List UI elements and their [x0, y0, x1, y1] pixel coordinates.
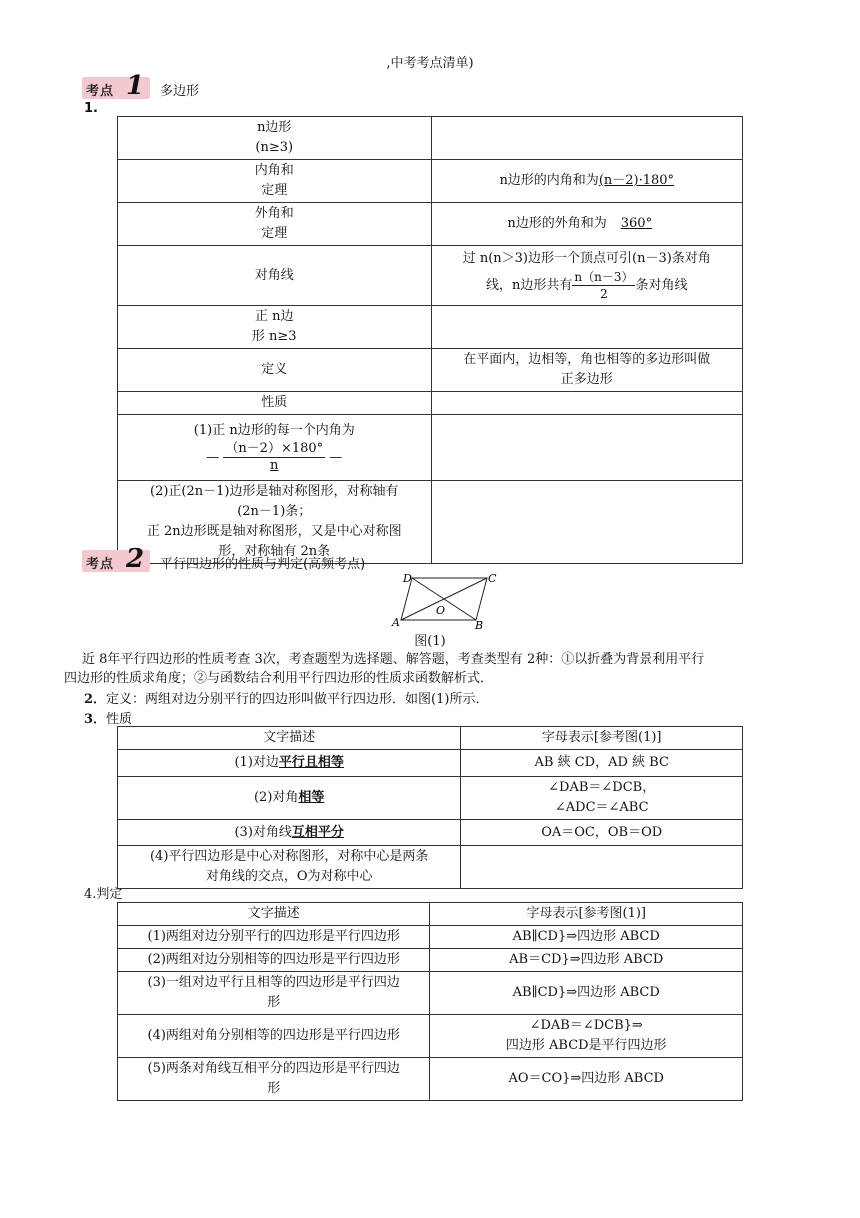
property-table	[117, 726, 743, 889]
section-title-parallelogram: 平行四边形的性质与判定(高频考点)	[160, 557, 366, 572]
item-number: 1.	[84, 101, 98, 116]
table-row	[118, 203, 743, 246]
answer-fill: (n－2)·180°	[598, 173, 675, 188]
table-cell	[431, 392, 743, 415]
table-cell: (1)对边平行且相等	[118, 750, 461, 777]
table-row	[118, 392, 743, 415]
table-cell: OA＝OC，OB＝OD	[461, 820, 743, 846]
badge-label: 考点	[86, 84, 115, 99]
table-row	[118, 750, 743, 777]
table-cell: (2)两组对边分别相等的四边形是平行四边形	[118, 949, 430, 972]
table-cell: 内角和 定理	[118, 160, 432, 203]
table-cell	[431, 481, 743, 564]
table-cell: 正 n边 形 n≥3	[118, 306, 432, 349]
table-cell: 外角和 定理	[118, 203, 432, 246]
vertex-label-b: B	[475, 619, 484, 632]
column-header: 字母表示[参考图(1)]	[461, 727, 743, 750]
polygon-table	[117, 116, 743, 564]
table-row	[118, 926, 743, 949]
badge-label: 考点	[86, 557, 115, 572]
fraction: $\frac{(n-2)\times 180^\circ}{n}$	[225, 441, 324, 473]
badge-number: 1	[126, 71, 145, 101]
table-row	[118, 481, 743, 564]
table-cell: (2)对角相等	[118, 777, 461, 820]
table-cell: (3)一组对边平行且相等的四边形是平行四边 形	[118, 972, 430, 1015]
table-row	[118, 949, 743, 972]
column-header: 文字描述	[118, 727, 461, 750]
table-row	[118, 349, 743, 392]
table-cell: AB 綊 CD，AD 綊 BC	[461, 750, 743, 777]
table-cell	[431, 117, 743, 160]
table-header-row	[118, 727, 743, 750]
table-cell: 在平面内，边相等，角也相等的多边形叫做 正多边形	[431, 349, 743, 392]
table-cell: n边形的内角和为(n－2)·180°	[431, 160, 743, 203]
table-cell: (4)平行四边形是中心对称图形，对称中心是两条 对角线的交点，O为对称中心	[118, 846, 461, 889]
table-cell: (1)正 n边形的每一个内角为 — $\frac{(n-2)\times 180^\circ}{n}$ —	[118, 415, 432, 481]
table-row	[118, 306, 743, 349]
intro-line-2: 四边形的性质求角度；②与函数结合利用平行四边形的性质求函数解析式．	[64, 671, 494, 686]
table-cell: AB＝CD}⇒四边形 ABCD	[430, 949, 743, 972]
table-row	[118, 246, 743, 306]
table-header-row	[118, 903, 743, 926]
table-row	[118, 777, 743, 820]
parallelogram-figure	[390, 570, 500, 632]
table-row	[118, 415, 743, 481]
table-cell: 性质	[118, 392, 432, 415]
intro-line-1: 近 8年平行四边形的性质考查 3次，考查题型为选择题、解答题，考查类型有 2种：①以折叠为背景利用平行	[82, 652, 705, 667]
table-cell: (5)两条对角线互相平分的四边形是平行四边 形	[118, 1058, 430, 1101]
table-cell: ∠DAB＝∠DCB}⇒ 四边形 ABCD是平行四边形	[430, 1015, 743, 1058]
judgement-table	[117, 902, 743, 1101]
table-cell: (2)正(2n－1)边形是轴对称图形，对称轴有 (2n－1)条； 正 2n边形既是轴对称图形，又是中心对称图 形，对称轴有 2n条	[118, 481, 432, 564]
table-row	[118, 972, 743, 1015]
table-cell: 对角线	[118, 246, 432, 306]
table-cell	[431, 415, 743, 481]
table-cell: n边形 (n≥3)	[118, 117, 432, 160]
table-row	[118, 1058, 743, 1101]
figure-caption: 图(1)	[414, 634, 446, 649]
table-cell: (3)对角线互相平分	[118, 820, 461, 846]
table-cell: n边形的外角和为 360°	[431, 203, 743, 246]
table-cell: AO＝CO}⇒四边形 ABCD	[430, 1058, 743, 1101]
property-heading: 3．性质	[84, 712, 133, 727]
table-cell: ∠DAB＝∠DCB， ∠ADC＝∠ABC	[461, 777, 743, 820]
table-cell	[461, 846, 743, 889]
section-title-polygon: 多边形	[160, 84, 200, 99]
center-label-o: O	[436, 604, 446, 617]
table-cell: (4)两组对角分别相等的四边形是平行四边形	[118, 1015, 430, 1058]
definition-line: 2．定义：两组对边分别平行的四边形叫做平行四边形．如图(1)所示．	[84, 692, 489, 707]
table-cell: 定义	[118, 349, 432, 392]
column-header: 文字描述	[118, 903, 430, 926]
fraction: $\frac{n(n-3)}{2}$	[574, 270, 634, 301]
answer-fill: 360°	[620, 216, 653, 231]
judgement-heading: 4.判定	[84, 887, 123, 902]
table-row	[118, 1015, 743, 1058]
page-header: ,中考考点清单)	[386, 56, 474, 71]
vertex-label-d: D	[403, 572, 412, 585]
table-row	[118, 117, 743, 160]
table-cell	[431, 306, 743, 349]
vertex-label-a: A	[392, 616, 400, 629]
table-cell: 过 n(n＞3)边形一个顶点可引(n－3)条对角 线，n边形共有 $\frac{n(n-3)}{2}$ 条对角线	[431, 246, 743, 306]
table-cell: (1)两组对边分别平行的四边形是平行四边形	[118, 926, 430, 949]
table-row	[118, 846, 743, 889]
table-cell: AB∥CD}⇒四边形 ABCD	[430, 972, 743, 1015]
table-cell: AB∥CD}⇒四边形 ABCD	[430, 926, 743, 949]
table-row	[118, 160, 743, 203]
column-header: 字母表示[参考图(1)]	[430, 903, 743, 926]
table-row	[118, 820, 743, 846]
badge-number: 2	[126, 544, 145, 574]
section-badge-1	[82, 71, 150, 101]
vertex-label-c: C	[488, 572, 497, 585]
section-badge-2	[82, 544, 150, 574]
